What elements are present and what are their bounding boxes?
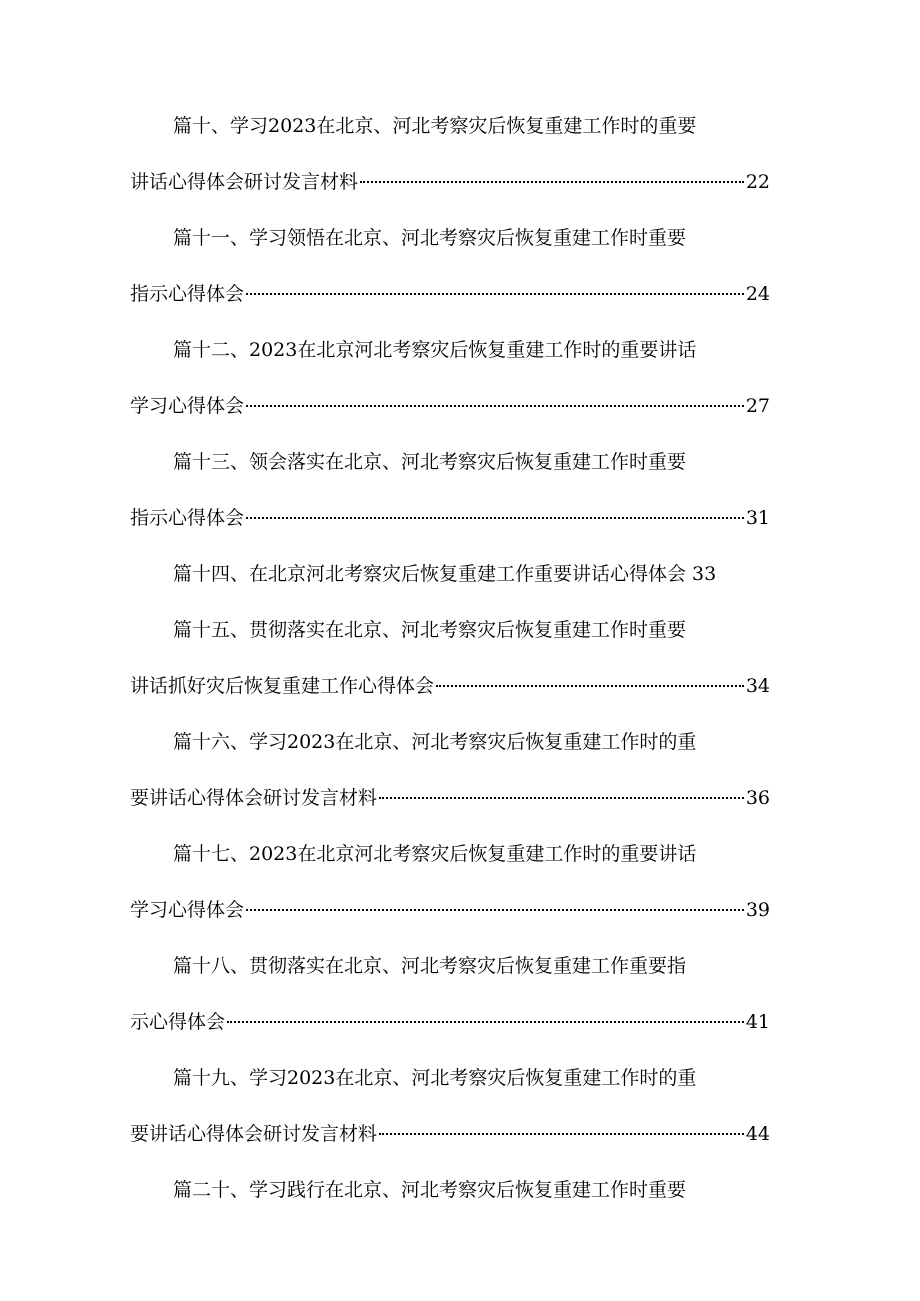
- toc-entry-title[interactable]: 篇十四、在北京河北考察灾后恢复重建工作重要讲话心得体会 33: [173, 563, 717, 585]
- toc-leader-dots: [246, 515, 744, 519]
- toc-page-number: 41: [745, 1011, 770, 1033]
- toc-entry-text: 指示心得体会: [130, 507, 245, 529]
- toc-page-number: 39: [745, 899, 770, 921]
- toc-entry-text: 示心得体会: [130, 1011, 226, 1033]
- toc-entry-continuation[interactable]: [130, 279, 770, 309]
- toc-page-number: 24: [745, 283, 770, 305]
- toc-entry-title[interactable]: 篇十三、领会落实在北京、河北考察灾后恢复重建工作时重要: [173, 451, 687, 473]
- toc-page-number: 31: [745, 507, 770, 529]
- toc-entry-title[interactable]: 篇十七、2023在北京河北考察灾后恢复重建工作时的重要讲话: [173, 843, 697, 865]
- toc-leader-dots: [246, 291, 744, 295]
- toc-entry-text: 要讲话心得体会研讨发言材料: [130, 1123, 378, 1145]
- toc-entry-title[interactable]: 篇十六、学习2023在北京、河北考察灾后恢复重建工作时的重: [173, 731, 697, 753]
- toc-entry-continuation[interactable]: [130, 895, 770, 925]
- toc-entry-continuation[interactable]: [130, 1119, 770, 1149]
- toc-entry-title[interactable]: 篇二十、学习践行在北京、河北考察灾后恢复重建工作时重要: [173, 1179, 687, 1201]
- toc-entry-continuation[interactable]: [130, 503, 770, 533]
- toc-leader-dots: [379, 795, 744, 799]
- toc-entry-title[interactable]: 篇十八、贯彻落实在北京、河北考察灾后恢复重建工作重要指: [173, 955, 687, 977]
- toc-page-number: 27: [745, 395, 770, 417]
- toc-entry-continuation[interactable]: [130, 1007, 770, 1037]
- toc-entry-title[interactable]: 篇十二、2023在北京河北考察灾后恢复重建工作时的重要讲话: [173, 339, 697, 361]
- toc-entry-continuation[interactable]: [130, 783, 770, 813]
- toc-entry-text: 学习心得体会: [130, 395, 245, 417]
- toc-leader-dots: [379, 1131, 744, 1135]
- toc-entry-title[interactable]: 篇十、学习2023在北京、河北考察灾后恢复重建工作时的重要: [173, 115, 697, 137]
- toc-page-number: 34: [745, 675, 770, 697]
- toc-page-number: 44: [745, 1123, 770, 1145]
- toc-leader-dots: [360, 179, 744, 183]
- toc-leader-dots: [227, 1019, 744, 1023]
- toc-entry-continuation[interactable]: [130, 167, 770, 197]
- toc-page-number: 36: [745, 787, 770, 809]
- toc-entry-text: 讲话心得体会研讨发言材料: [130, 171, 359, 193]
- toc-leader-dots: [436, 683, 744, 687]
- toc-page-number: 22: [745, 171, 770, 193]
- toc-leader-dots: [246, 403, 744, 407]
- toc-entry-continuation[interactable]: [130, 391, 770, 421]
- toc-entry-title[interactable]: 篇十五、贯彻落实在北京、河北考察灾后恢复重建工作时重要: [173, 619, 687, 641]
- toc-entry-text: 指示心得体会: [130, 283, 245, 305]
- toc-entry-text: 学习心得体会: [130, 899, 245, 921]
- toc-leader-dots: [246, 907, 744, 911]
- toc-entry-text: 要讲话心得体会研讨发言材料: [130, 787, 378, 809]
- toc-entry-text: 讲话抓好灾后恢复重建工作心得体会: [130, 675, 435, 697]
- toc-entry-title[interactable]: 篇十九、学习2023在北京、河北考察灾后恢复重建工作时的重: [173, 1067, 697, 1089]
- toc-entry-continuation[interactable]: [130, 671, 770, 701]
- toc-entry-title[interactable]: 篇十一、学习领悟在北京、河北考察灾后恢复重建工作时重要: [173, 227, 687, 249]
